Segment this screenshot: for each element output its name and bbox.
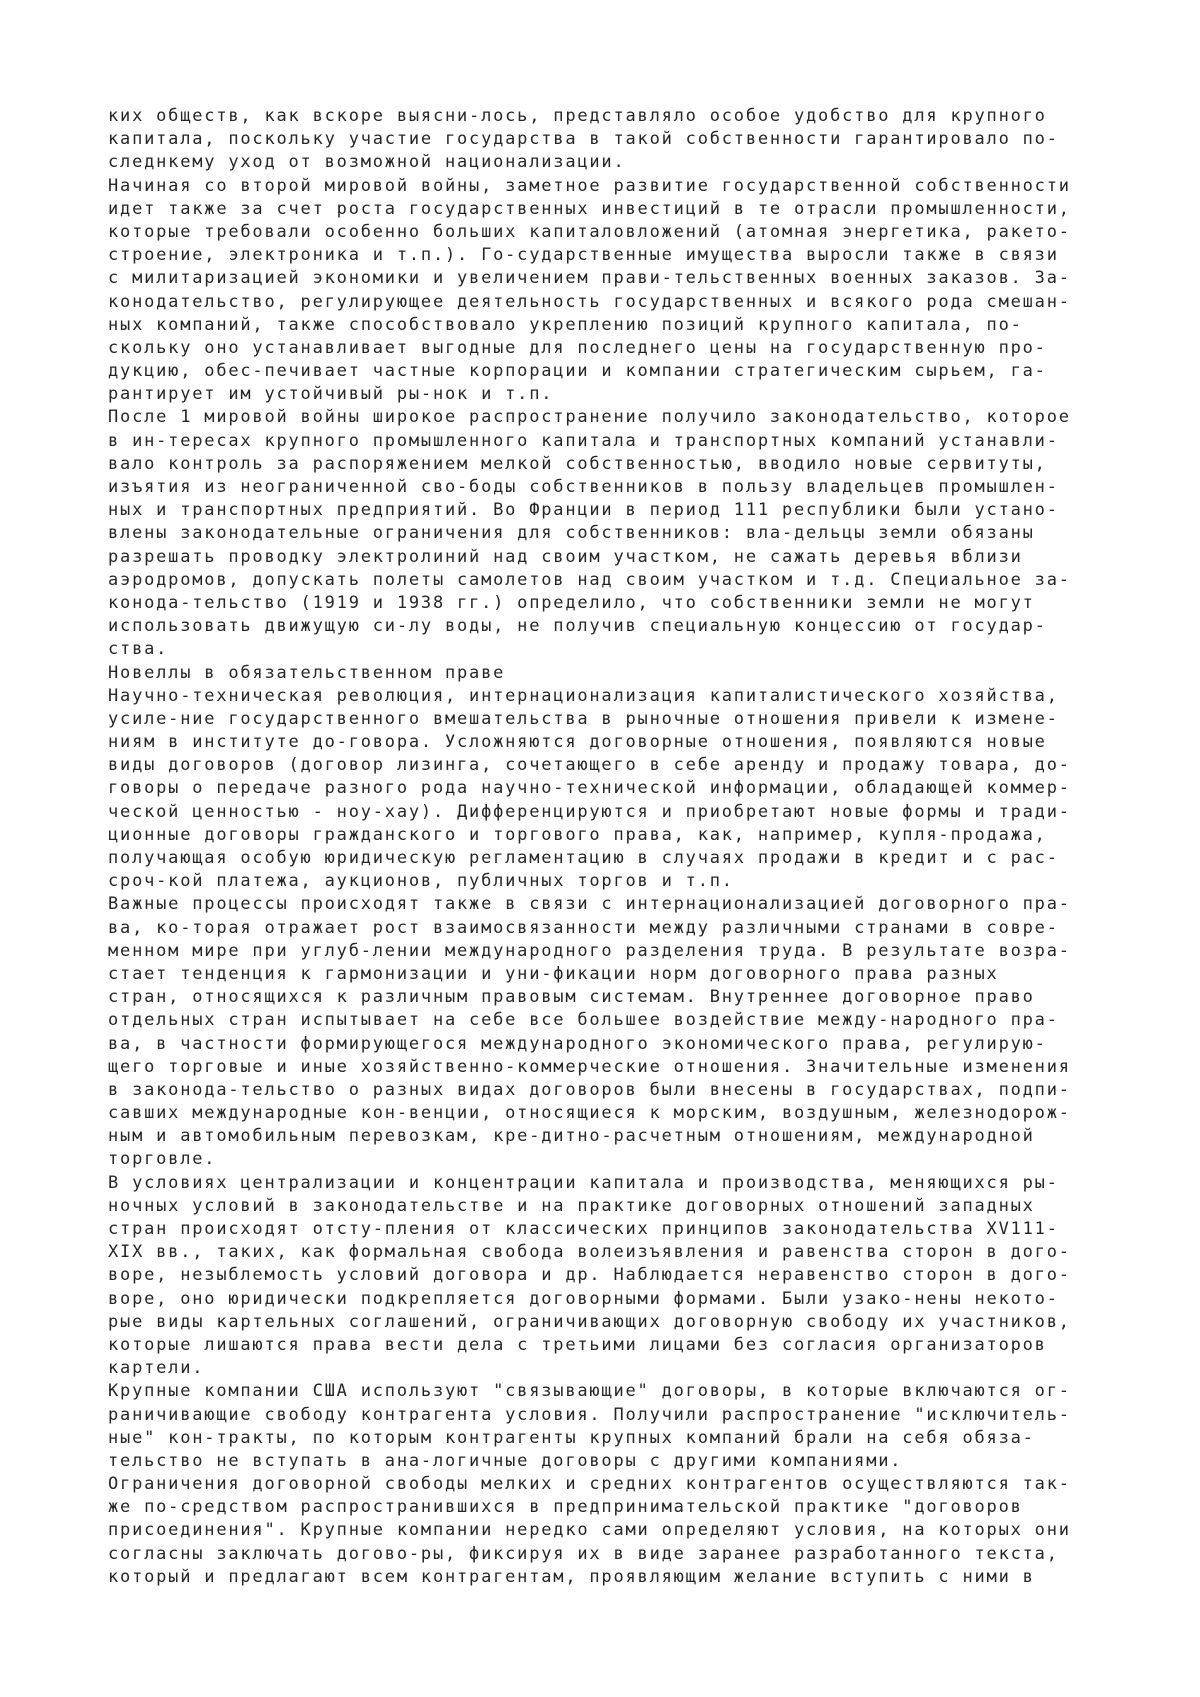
text-line: ва, ко-торая отражает рост взаимосвязанности между различными странами в совре-	[108, 917, 1059, 938]
text-line: усиле-ние государственного вмешательства в рыночные отношения привели к измене-	[108, 708, 1059, 729]
text-line: дукцию, обес-печивает частные корпорации и компании стратегическим сырьем, га-	[108, 361, 1047, 382]
text-line: После 1 мировой войны широкое распространение получило законодательство, которое	[108, 407, 1071, 428]
text-line: рантирует им устойчивый ры-нок и т.п.	[108, 384, 554, 405]
text-line: который и предлагают всем контрагентам, проявляющим желание вступить с ними в	[108, 1566, 1035, 1587]
text-line: картели.	[108, 1358, 205, 1379]
text-line: Ограничения договорной свободы мелких и средних контрагентов осуществляются так-	[108, 1474, 1071, 1495]
text-line: получающая особую юридическую регламентацию в случаях продажи в кредит и с рас-	[108, 848, 1059, 868]
text-line: ниям в институте до-говора. Усложняются договорные отношения, появляются новые	[108, 732, 1047, 753]
text-line: Научно-техническая революция, интернационализация капиталистического хозяйства,	[108, 685, 1059, 706]
text-line: рые виды картельных соглашений, ограничивающих договорную свободу их участников,	[108, 1311, 1071, 1332]
text-line: В условиях централизации и концентрации капитала и производства, меняющихся ры-	[108, 1172, 1059, 1193]
text-line: отдельных стран испытывает на себе все большее воздействие между-народного пра-	[108, 1010, 1059, 1031]
text-line: Крупные компании США используют "связывающие" договоры, в которые включаются ог-	[108, 1381, 1071, 1402]
text-line: которые требовали особенно больших капиталовложений (атомная энергетика, ракето-	[108, 221, 1071, 242]
text-line: ночных условий в законодательстве и на практике договорных отношений западных	[108, 1195, 1035, 1216]
text-line: менном мире при углуб-лении международного разделения труда. В результате возра-	[108, 940, 1071, 961]
text-line: Новеллы в обязательственном праве	[108, 662, 506, 683]
text-line: с милитаризацией экономики и увеличением прави-тельственных военных заказов. За-	[108, 268, 1071, 289]
text-line: изъятия из неограниченной сво-боды собственников в пользу владельцев промышлен-	[108, 477, 1059, 497]
text-line: XIX вв., таких, как формальная свобода волеизъявления и равенства сторон в дого-	[108, 1242, 1071, 1263]
text-line: стает тенденция к гармонизации и уни-фикации норм договорного права разных	[108, 963, 999, 984]
text-line: влены законодательные ограничения для собственников: вла-дельцы земли обязаны	[108, 523, 1035, 544]
document-body	[108, 105, 1108, 1589]
text-line: конода-тельство (1919 и 1938 гг.) определило, что собственники земли не могут	[108, 592, 1035, 613]
text-line: ва, в частности формирующегося международного экономического права, регулирую-	[108, 1033, 1047, 1054]
text-line: стран, относящихся к различным правовым системам. Внутреннее договорное право	[108, 987, 1035, 1008]
text-line: следнкему уход от возможной национализации.	[108, 152, 626, 173]
text-line: Начиная со второй мировой войны, заметное развитие государственной собственности	[108, 175, 1071, 196]
text-line: конодательство, регулирующее деятельность государственных и всякого рода смешан-	[108, 291, 1071, 312]
text-line: в ин-тересах крупного промышленного капитала и транспортных компаний устанавли-	[108, 430, 1059, 451]
text-line: капитала, поскольку участие государства в такой собственности гарантировало по-	[108, 129, 1059, 150]
text-line: стран происходят отсту-пления от классических принципов законодательства XV111-	[108, 1219, 1059, 1239]
text-line: воре, оно юридически подкрепляется договорными формами. Были узако-нены некото-	[108, 1288, 1059, 1309]
text-line: торговле.	[108, 1149, 217, 1170]
text-line: воре, незыблемость условий договора и др. Наблюдается неравенство сторон в дого-	[108, 1265, 1071, 1286]
text-line: ства.	[108, 639, 169, 660]
text-line: присоединения". Крупные компании нередко сами определяют условия, на которых они	[108, 1520, 1071, 1541]
text-line: Важные процессы происходят также в связи с интернационализацией договорного пра-	[108, 894, 1071, 915]
text-line: ным и автомобильным перевозкам, кре-дитно-расчетным отношениям, международной	[108, 1126, 1035, 1147]
text-line: которые лишаются права вести дела с третьими лицами без согласия организаторов	[108, 1334, 1047, 1355]
text-line: аэродромов, допускать полеты самолетов над своим участком и т.д. Специальное за-	[108, 569, 1071, 590]
text-line: ных и транспортных предприятий. Во Франции в период 111 республики были устано-	[108, 500, 1059, 521]
text-line: ных компаний, также способствовало укреплению позиций крупного капитала, по-	[108, 314, 1023, 335]
text-line: сроч-кой платежа, аукционов, публичных торгов и т.п.	[108, 871, 734, 892]
text-line: разрешать проводку электролиний над своим участком, не сажать деревья вблизи	[108, 546, 1023, 567]
text-line: согласны заключать догово-ры, фиксируя их в виде заранее разработанного текста,	[108, 1543, 1059, 1564]
text-line: савших международные кон-венции, относящиеся к морским, воздушным, железнодорож-	[108, 1103, 1071, 1124]
text-line: раничивающие свободу контрагента условия. Получили распространение "исключитель-	[108, 1404, 1071, 1425]
text-line: ких обществ, как вскоре выясни-лось, представляло особое удобство для крупного	[108, 106, 1047, 126]
text-line: тельство не вступать в ана-логичные договоры с другими компаниями.	[108, 1450, 903, 1471]
text-line: ные" кон-тракты, по которым контрагенты крупных компаний брали на себя обяза-	[108, 1427, 1035, 1448]
text-line: в законода-тельство о разных видах договоров были внесены в государствах, подпи-	[108, 1079, 1071, 1100]
text-line: говоры о передаче разного рода научно-технической информации, обладающей коммер-	[108, 778, 1071, 799]
text-line: ционные договоры гражданского и торгового права, как, например, купля-продажа,	[108, 824, 1047, 845]
text-line: скольку оно устанавливает выгодные для последнего цены на государственную про-	[108, 337, 1047, 358]
text-line: идет также за счет роста государственных инвестиций в те отрасли промышленности,	[108, 198, 1071, 219]
text-line: же по-средством распространившихся в предпринимательской практике "договоров	[108, 1497, 1023, 1518]
text-line: ческой ценностью - ноу-хау). Дифференцируются и приобретают новые формы и тради-	[108, 801, 1071, 822]
text-line: строение, электроника и т.п.). Го-сударственные имущества выросли также в связи	[108, 245, 1059, 266]
text-line: щего торговые и иные хозяйственно-коммерческие отношения. Значительные изменения	[108, 1056, 1071, 1077]
text-line: вало контроль за распоряжением мелкой собственностью, вводило новые сервитуты,	[108, 453, 1047, 474]
text-line: виды договоров (договор лизинга, сочетающего в себе аренду и продажу товара, до-	[108, 755, 1071, 776]
text-line: использовать движущую си-лу воды, не получив специальную концессию от государ-	[108, 616, 1047, 637]
